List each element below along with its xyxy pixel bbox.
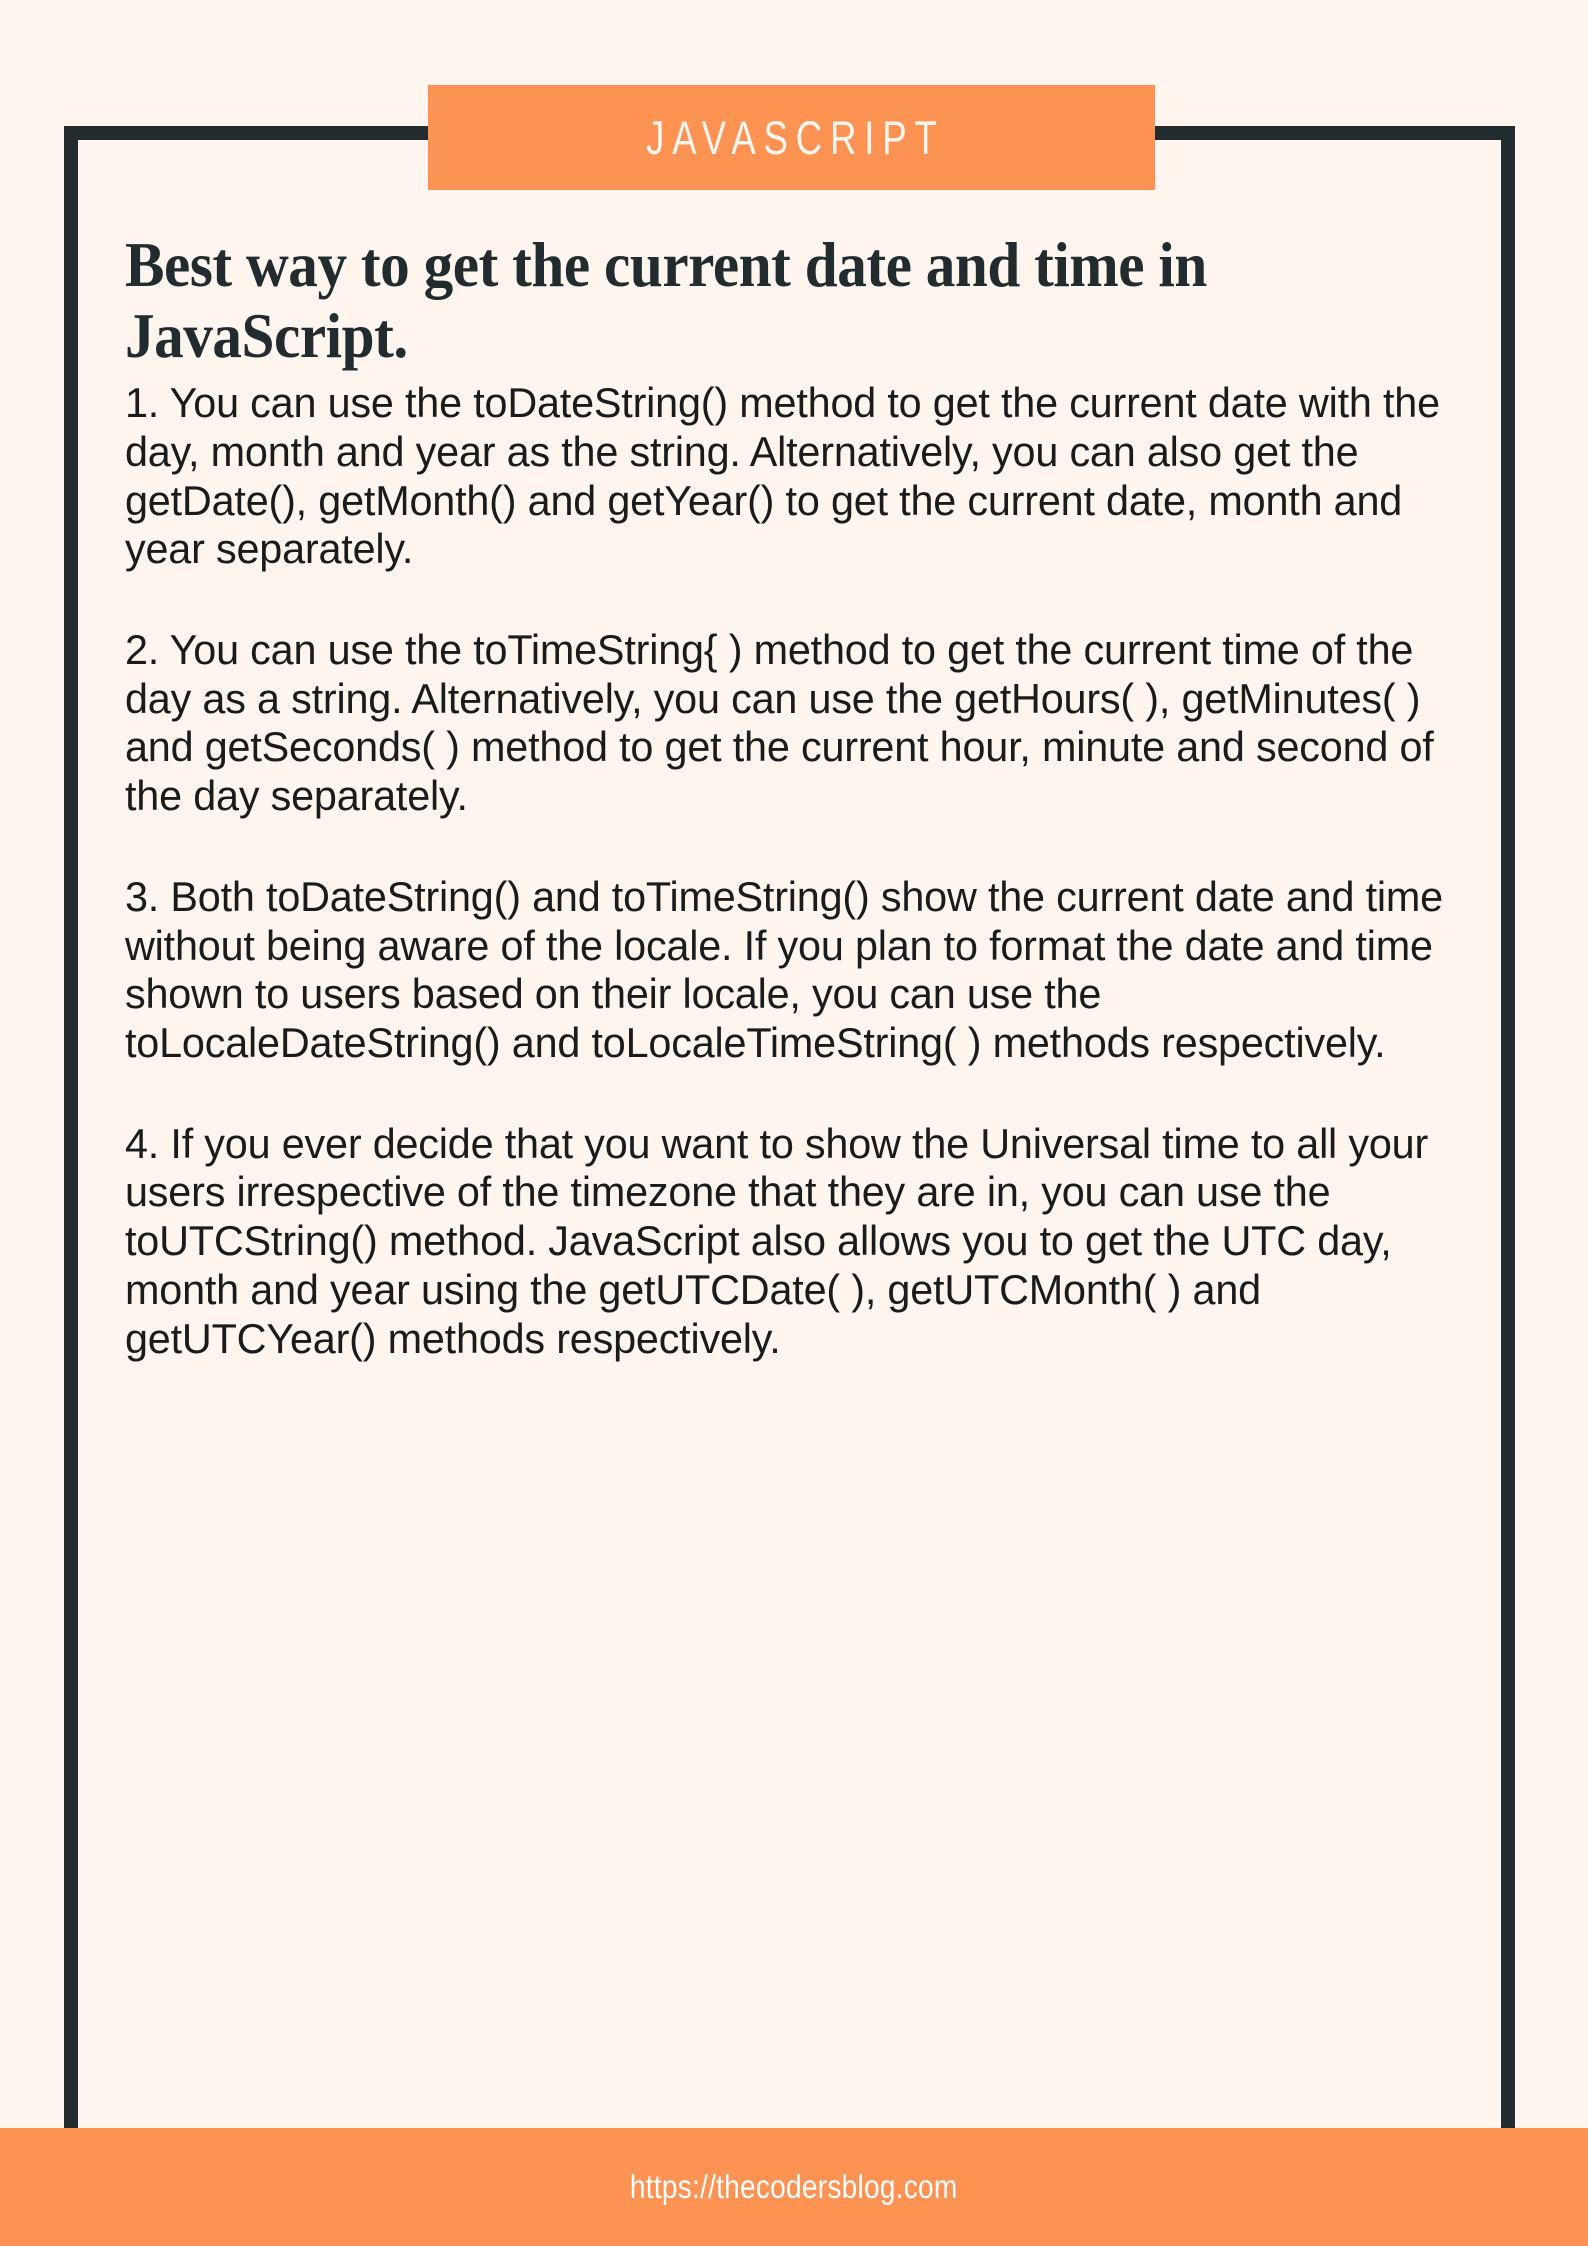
category-banner-label: JAVASCRIPT <box>646 111 945 164</box>
tip-paragraph-3: 3. Both toDateString() and toTimeString() show the current date and time without being aware of the locale. If you plan to format the date and time shown to users based on their locale, you can use the toLocaleDateString() and toLocaleTimeString( ) methods respectively. <box>125 872 1443 1066</box>
tip-paragraph-2: 2. You can use the toTimeString{ ) method to get the current time of the day as a string. Alternatively, you can use the getHours( ), getMinutes( ) and getSeconds( ) method to get the current hour, minute and second of the day separately. <box>125 625 1434 820</box>
category-banner <box>428 85 1155 190</box>
page-title: Best way to get the current date and time in JavaScript. <box>125 230 1207 371</box>
tip-paragraph-1: 1. You can use the toDateString() method to get the current date with the day, month and year as the string. Alternatively, you can also get the getDate(), getMonth() and getYear() to get the current date, month and year separately. <box>125 379 1440 573</box>
tip-paragraph-4: 4. If you ever decide that you want to show the Universal time to all your users irrespective of the timezone that they are in, you can use the toUTCString() method. JavaScript also allows you to get the UTC day, month and year using the getUTCDate( ), getUTCMonth( ) and getUTCYear() methods respectively. <box>125 1119 1429 1362</box>
footer-bar <box>0 2128 1588 2246</box>
content-area <box>125 230 1480 1363</box>
footer-website-url[interactable]: https://thecodersblog.com <box>630 2168 958 2205</box>
